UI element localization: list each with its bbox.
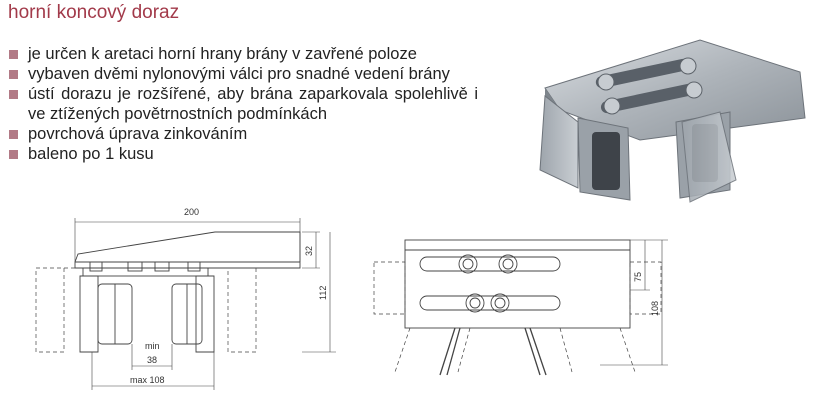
list-item: ústí dorazu je rozšířené, aby brána zaparkovala spolehlivě i ve ztížených povětrnostních podmínkách — [6, 84, 478, 124]
page-title: horní koncový doraz — [8, 2, 180, 23]
dim-top-height: 32 — [304, 245, 314, 256]
side-dim-inner: 75 — [633, 271, 643, 282]
dim-total-height: 112 — [318, 285, 328, 300]
list-item: povrchová úprava zinkováním — [6, 124, 478, 144]
dim-min-label: min — [145, 341, 160, 351]
dim-min-value: 38 — [147, 355, 158, 365]
dim-width: 200 — [184, 207, 200, 217]
list-item: je určen k aretaci horní hrany brány v zavřené poloze — [6, 44, 478, 64]
side-dim-outer: 108 — [650, 300, 660, 316]
list-item: vybaven dvěmi nylonovými válci pro snadné vedení brány — [6, 64, 478, 84]
dim-max: max 108 — [130, 375, 165, 385]
list-item: baleno po 1 kusu — [6, 144, 478, 164]
